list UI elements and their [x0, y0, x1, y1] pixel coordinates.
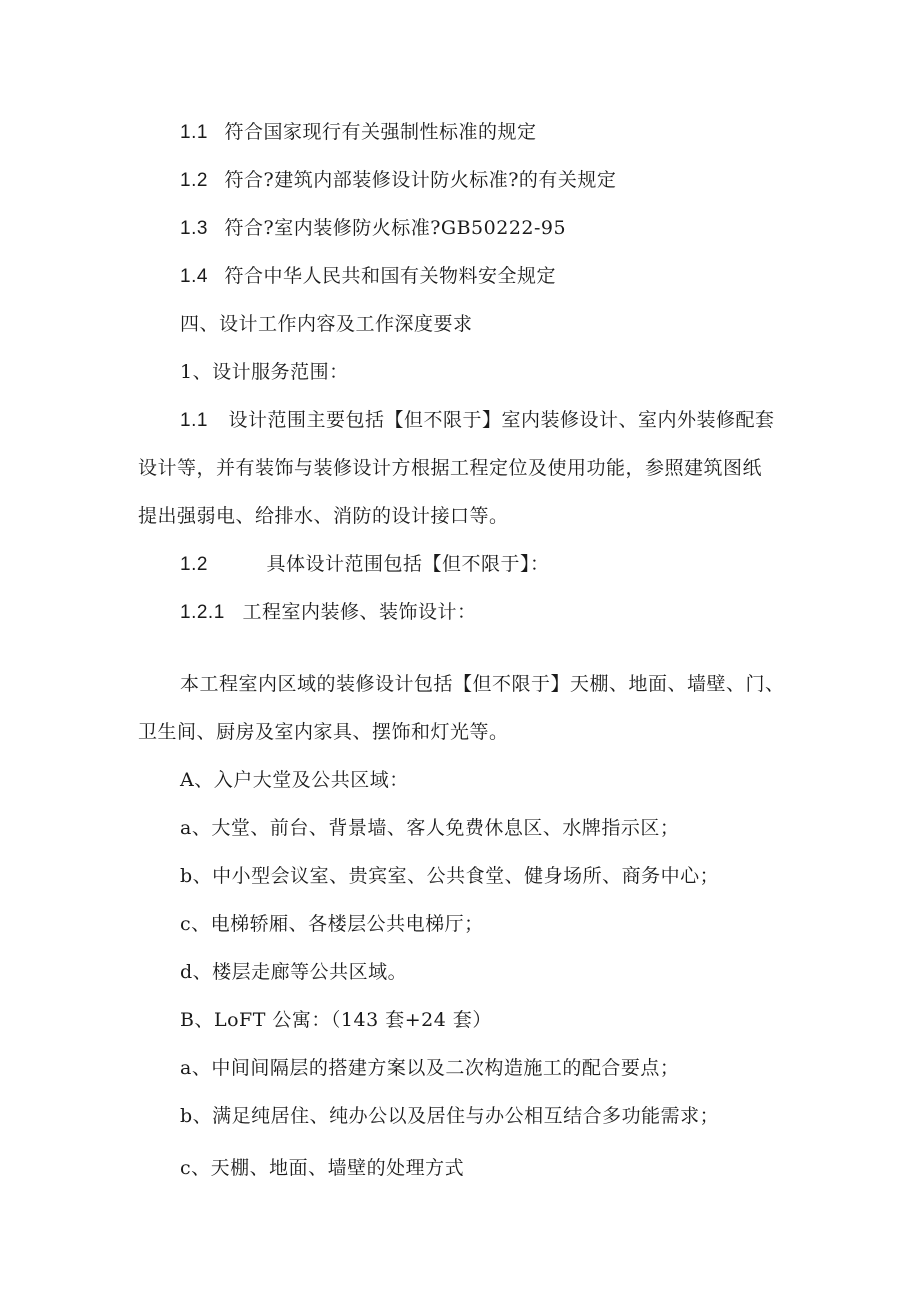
clause-text: 设计范围主要包括【但不限于】室内装修设计、室内外装修配套 — [228, 409, 775, 431]
list-item: c、天棚、地面、墙壁的处理方式 — [180, 1157, 465, 1179]
clause-number: 1.2.1 — [180, 602, 225, 623]
clause-text: 具体设计范围包括【但不限于】： — [266, 553, 550, 575]
list-item: a、大堂、前台、背景墙、客人免费休息区、水牌指示区； — [180, 817, 680, 839]
list-heading: B、LoFT 公寓：（143 套+24 套） — [180, 1009, 492, 1031]
list-item: a、中间间隔层的搭建方案以及二次构造施工的配合要点； — [180, 1057, 680, 1079]
clause-1-4 — [180, 264, 556, 289]
clause-text: 符合中华人民共和国有关物料安全规定 — [224, 265, 557, 287]
paragraph-continuation: 设计等，并有装饰与装修设计方根据工程定位及使用功能，参照建筑图纸 — [138, 457, 763, 479]
clause-number: 1.1 — [180, 410, 208, 431]
clause-scope-1-2-1 — [180, 600, 477, 625]
section-heading: 四、设计工作内容及工作深度要求 — [180, 313, 473, 335]
clause-1-3 — [180, 216, 566, 241]
clause-text: 工程室内装修、装饰设计： — [242, 601, 477, 623]
clause-text: 符合国家现行有关强制性标准的规定 — [224, 121, 537, 143]
paragraph: 本工程室内区域的装修设计包括【但不限于】天棚、地面、墙壁、门、 — [180, 673, 785, 695]
paragraph-continuation: 提出强弱电、给排水、消防的设计接口等。 — [138, 505, 509, 527]
list-heading: A、入户大堂及公共区域： — [180, 769, 409, 791]
list-item: d、楼层走廊等公共区域。 — [180, 961, 408, 983]
list-item: b、中小型会议室、贵宾室、公共食堂、健身场所、商务中心； — [180, 865, 720, 887]
clause-number: 1.2 — [180, 554, 208, 575]
clause-number: 1.3 — [180, 218, 208, 239]
clause-text: 符合?建筑内部装修设计防火标准?的有关规定 — [224, 169, 617, 191]
list-item: b、满足纯居住、纯办公以及居住与办公相互结合多功能需求； — [180, 1105, 720, 1127]
clause-1-1 — [180, 120, 537, 145]
clause-scope-1-2 — [180, 552, 550, 577]
clause-number: 1.2 — [180, 170, 208, 191]
clause-1-2 — [180, 168, 616, 193]
list-item: c、电梯轿厢、各楼层公共电梯厅； — [180, 913, 484, 935]
clause-number: 1.4 — [180, 266, 208, 287]
clause-text: 符合?室内装修防火标准?GB50222-95 — [224, 217, 567, 239]
clause-number: 1.1 — [180, 122, 208, 143]
paragraph-continuation: 卫生间、厨房及室内家具、摆饰和灯光等。 — [138, 721, 509, 743]
clause-scope-1-1 — [180, 408, 775, 433]
subsection-heading: 1、设计服务范围： — [180, 361, 349, 383]
